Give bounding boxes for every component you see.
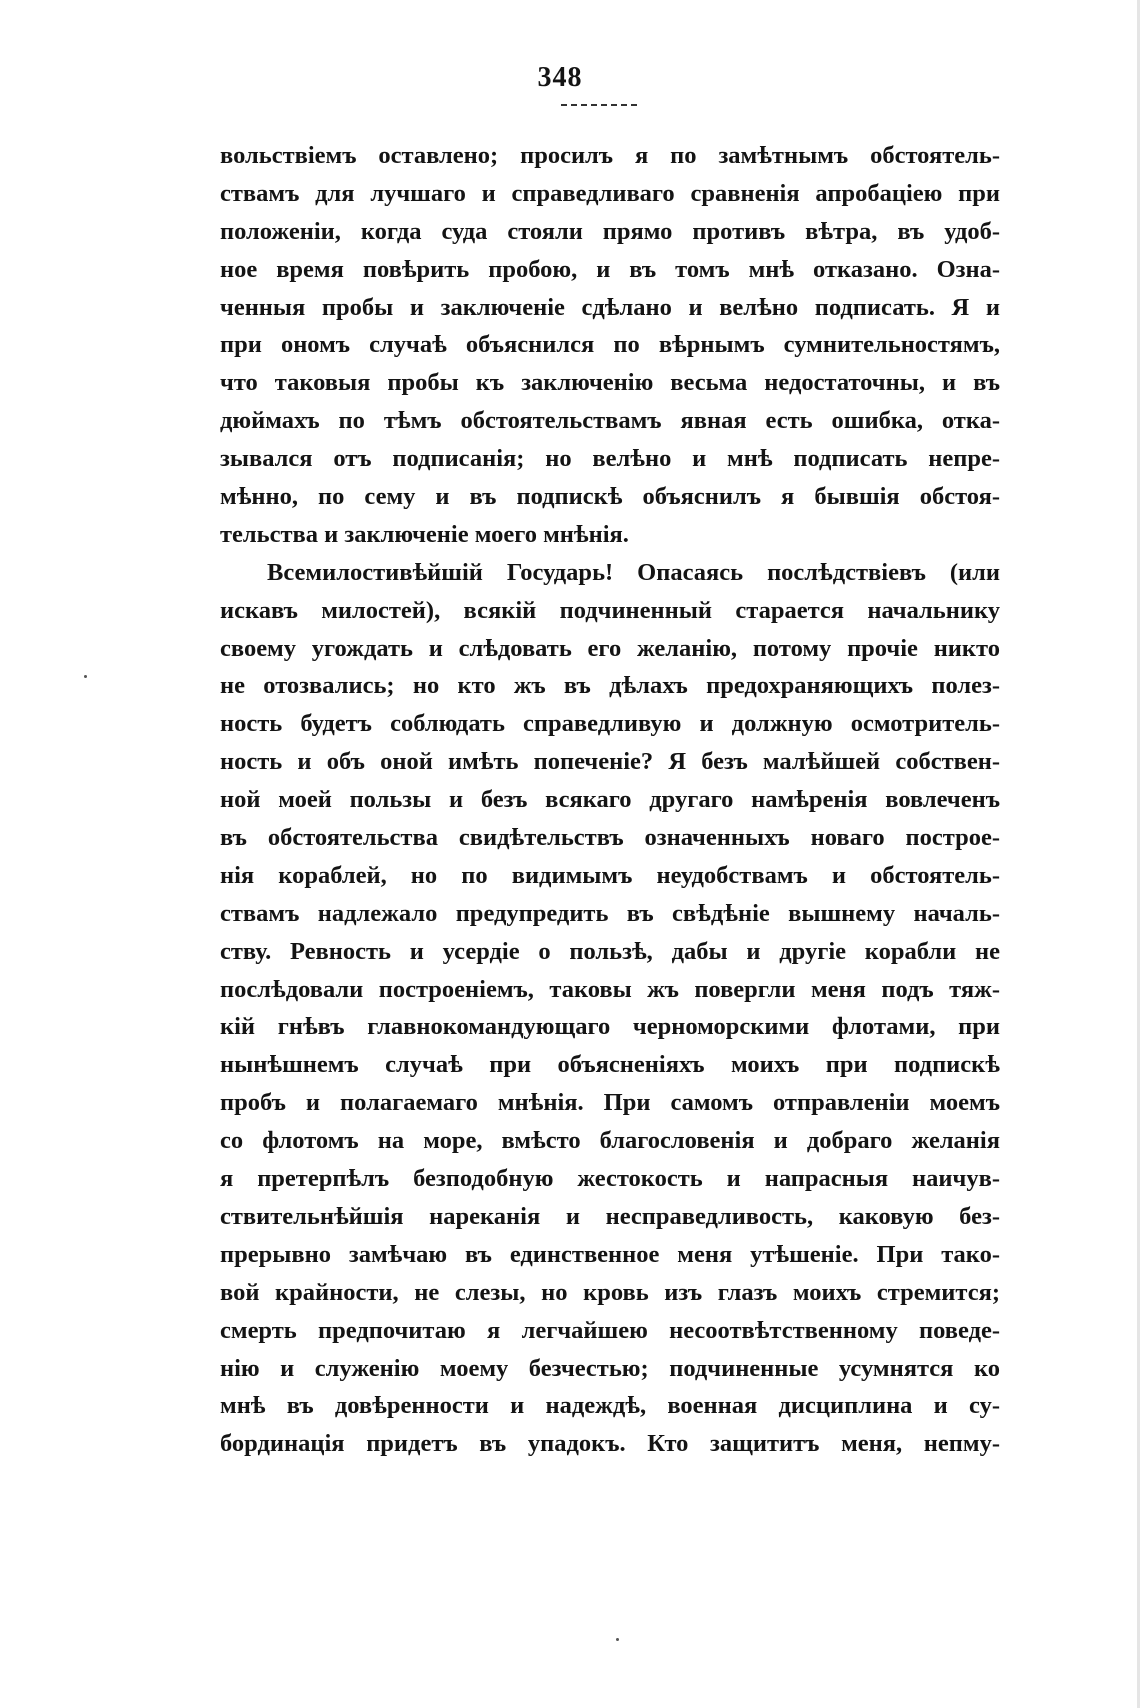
text-line: положеніи, когда суда стояли прямо противъ вѣтра, въ удоб- xyxy=(220,217,1000,245)
text-line: ность будетъ соблюдать справедливую и должную осмотритель- xyxy=(220,710,1000,738)
text-line: мнѣ въ довѣренности и надеждѣ, военная дисциплина и су- xyxy=(220,1392,1000,1420)
text-line: нынѣшнемъ случаѣ при объясненіяхъ моихъ при подпискѣ xyxy=(220,1051,1000,1079)
scan-speck xyxy=(616,1638,619,1641)
text-line: не отозвались; но кто жъ въ дѣлахъ предохраняющихъ полез- xyxy=(220,672,1000,700)
text-line: ствамъ надлежало предупредить въ свѣдѣніе вышнему началь- xyxy=(220,899,1000,927)
text-line: прерывно замѣчаю въ единственное меня утѣшеніе. При тако- xyxy=(220,1240,1000,1268)
text-line: со флотомъ на море, вмѣсто благословенія и добраго желанія xyxy=(220,1127,1000,1155)
text-line: мѣнно, по сему и въ подпискѣ объяснилъ я бывшія обстоя- xyxy=(220,483,1000,511)
text-line: нія кораблей, но по видимымъ неудобствамъ и обстоятель- xyxy=(220,861,1000,889)
text-line: при ономъ случаѣ объяснился по вѣрнымъ сумнительностямъ, xyxy=(220,331,1000,359)
text-line: ность и объ оной имѣть попеченіе? Я безъ малѣйшей собствен- xyxy=(220,748,1000,776)
text-line: нію и служенію моему безчестью; подчиненные усумнятся ко xyxy=(220,1354,1000,1382)
text-line: вой крайности, не слезы, но кровь изъ глазъ моихъ стремится; xyxy=(220,1278,1000,1306)
text-line: ствамъ для лучшаго и справедливаго сравненія апробаціею при xyxy=(220,179,1000,207)
text-line: искавъ милостей), всякій подчиненный старается начальнику xyxy=(220,596,1000,624)
page-number: 348 xyxy=(537,62,583,93)
text-line: послѣдовали построеніемъ, таковы жъ повергли меня подъ тяж- xyxy=(220,975,1000,1003)
text-line: пробъ и полагаемаго мнѣнія. При самомъ отправленіи моемъ xyxy=(220,1089,1000,1117)
text-line: зывался отъ подписанія; но велѣно и мнѣ подписать непре- xyxy=(220,445,1000,473)
text-line: смерть предпочитаю я легчайшею несоотвѣтственному поведе- xyxy=(220,1316,1000,1344)
text-line: я претерпѣлъ безподобную жестокость и напрасныя наичув- xyxy=(220,1165,1000,1193)
text-line: тельства и заключеніе моего мнѣнія. xyxy=(220,520,629,548)
text-line: ной моей пользы и безъ всякаго другаго намѣренія вовлеченъ xyxy=(220,786,1000,814)
text-line: что таковыя пробы къ заключенію весьма недостаточны, и въ xyxy=(220,369,1000,397)
body-text xyxy=(220,137,1000,1463)
text-line: въ обстоятельства свидѣтельствъ означенныхъ новаго построе- xyxy=(220,824,1000,852)
text-line: ству. Ревность и усердіе о пользѣ, дабы и другіе корабли не xyxy=(220,937,1000,965)
scan-speck xyxy=(84,675,87,678)
text-line: своему угождать и слѣдовать его желанію, потому прочіе никто xyxy=(220,634,1000,662)
text-line: бординація придетъ въ упадокъ. Кто защититъ меня, непму- xyxy=(220,1430,1000,1458)
text-line: ствительнѣйшія нареканія и несправедливость, каковую без- xyxy=(220,1202,1000,1230)
text-line: ченныя пробы и заключеніе сдѣлано и велѣно подписать. Я и xyxy=(220,293,1000,321)
text-line: ное время повѣрить пробою, и въ томъ мнѣ отказано. Озна- xyxy=(220,255,1000,283)
text-line: Всемилостивѣйшій Государь! Опасаясь послѣдствіевъ (или xyxy=(267,558,1000,586)
text-line: кій гнѣвъ главнокомандующаго черноморскими флотами, при xyxy=(220,1013,1000,1041)
text-line: вольствіемъ оставлено; просилъ я по замѣтнымъ обстоятель- xyxy=(220,142,1000,169)
text-line: дюймахъ по тѣмъ обстоятельствамъ явная есть ошибка, отка- xyxy=(220,407,1000,435)
page-number-rule xyxy=(561,104,637,106)
